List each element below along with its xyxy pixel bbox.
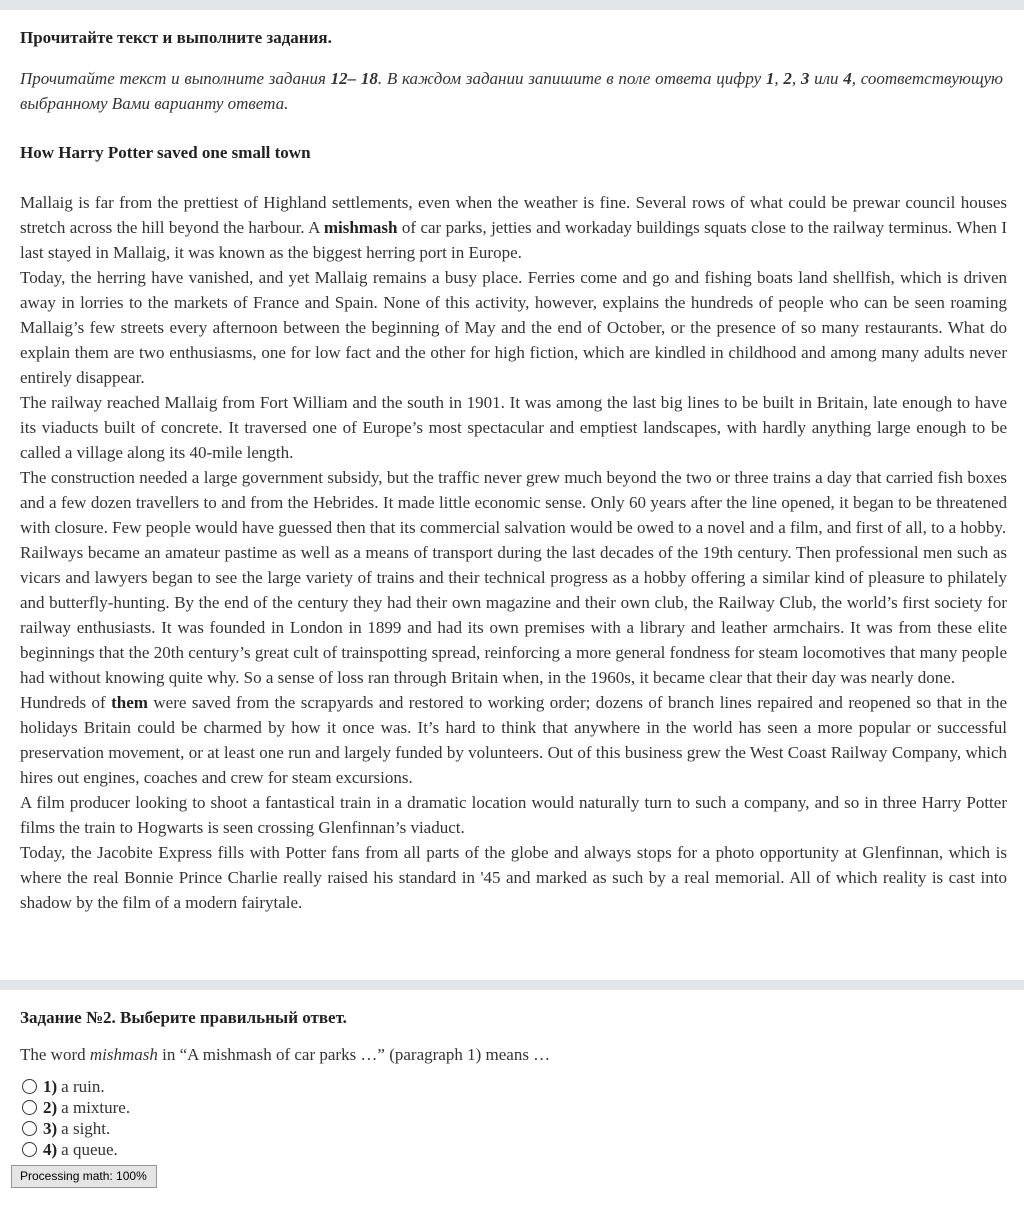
question-text: The word mishmash in “A mishmash of car parks …” (paragraph 1) means … (20, 1045, 551, 1064)
answer-option-4[interactable]: 4) a queue. (20, 1139, 130, 1160)
paragraph-7: A film producer looking to shoot a fantastical train in a dramatic location would naturally turn to such a company, and so in three Harry Potter films the train to Hogwarts is seen crossing Glenfinnan’s viaduct. (20, 793, 1007, 837)
instructions-title: Прочитайте текст и выполните задания. (20, 28, 332, 47)
paragraph-1: Mallaig is far from the prettiest of Highland settlements, even when the weather is fine. Several rows of what could be prewar council houses stretch across the hill beyond the harbour. A mishmash of car parks, jetties and workaday buildings squats close to the railway terminus. When I last stayed in Mallaig, it was known as the biggest herring port in Europe. (20, 193, 1007, 262)
paragraph-4: The construction needed a large government subsidy, but the traffic never grew much beyond the two or three trains a day that carried fish boxes and a few dozen travellers to and from the Hebrides. It made little economic sense. Only 60 years after the line opened, it began to be threatened with closure. Few people would have guessed then that its commercial salvation would be owed to a novel and a film, and first of all, to a hobby. (20, 468, 1007, 537)
option-label: a ruin. (61, 1077, 105, 1096)
paragraph-6: Hundreds of them were saved from the scrapyards and restored to working order; dozens of branch lines repaired and reopened so that in the holidays Britain could be charmed by how it once was. It’s hard to think that anywhere in the world has seen a more popular or successful preservation movement, or at least one run and largely funded by volunteers. Out of this business grew the West Coast Railway Company, which hires out engines, coaches and crew for steam excursions. (20, 693, 1007, 787)
paragraph-3: The railway reached Mallaig from Fort William and the south in 1901. It was among the last big lines to be built in Britain, late enough to have its viaducts built of concrete. It traversed one of Europe’s most spectacular and emptiest landscapes, with hardly anything large enough to be called a village along its 40-mile length. (20, 393, 1007, 462)
answer-option-2[interactable]: 2) a mixture. (20, 1097, 130, 1118)
keyword-them: them (111, 693, 148, 712)
option-label: a sight. (61, 1119, 111, 1138)
answer-options (20, 1076, 130, 1160)
top-divider (0, 0, 1024, 10)
keyword-mishmash: mishmash (323, 218, 398, 237)
article-body (20, 190, 1007, 915)
radio-button-1[interactable] (22, 1079, 37, 1094)
paragraph-8: Today, the Jacobite Express fills with Potter fans from all parts of the globe and always stops for a photo opportunity at Glenfinnan, which is where the real Bonnie Prince Charlie really raised his standard in '45 and marked as such by a real memorial. All of which reality is cast into shadow by the film of a modern fairytale. (20, 843, 1007, 912)
answer-option-3[interactable]: 3) a sight. (20, 1118, 130, 1139)
paragraph-2: Today, the herring have vanished, and yet Mallaig remains a busy place. Ferries come and go and fishing boats land shellfish, which is driven away in lorries to the markets of France and Spain. None of this activity, however, explains the hundreds of people who can be seen roaming Mallaig’s few streets every afternoon between the beginning of May and the end of October, or the presence of so many restaurants. What do explain them are two enthusiasms, one for low fact and the other for high fiction, which are kindled in childhood and among many adults never entirely disappear. (20, 268, 1007, 387)
option-label: a mixture. (61, 1098, 131, 1117)
instructions-text: Прочитайте текст и выполните задания 12– 18. В каждом задании запишите в поле ответа цифру 1, 2, 3 или 4, соответствующую выбранному Вами варианту ответа. (20, 69, 1004, 113)
mathjax-status-message: Processing math: 100% (11, 1165, 157, 1188)
paragraph-5: Railways became an amateur pastime as well as a means of transport during the last decades of the 19th century. Then professional men such as vicars and lawyers began to see the large variety of trains and their technical progress as a hobby offering a similar kind of pleasure to philately and butterfly-hunting. By the end of the century they had their own magazine and their own club, the Railway Club, the world’s first society for railway enthusiasts. It was founded in London in 1899 and had its own premises with a library and leather armchairs. It was from these elite beginnings that the 20th century’s great cult of trainspotting spread, reinforcing a more general fondness for steam locomotives that many people had without knowing quite why. So a sense of loss ran through Britain when, in the 1960s, it became clear that their day was nearly done. (20, 543, 1007, 687)
radio-button-3[interactable] (22, 1121, 37, 1136)
radio-button-4[interactable] (22, 1142, 37, 1157)
radio-button-2[interactable] (22, 1100, 37, 1115)
task-title: Задание №2. Выберите правильный ответ. (20, 1008, 347, 1027)
section-divider (0, 980, 1024, 990)
article-title: How Harry Potter saved one small town (20, 143, 311, 162)
answer-option-1[interactable]: 1) a ruin. (20, 1076, 130, 1097)
option-label: a queue. (61, 1140, 118, 1159)
